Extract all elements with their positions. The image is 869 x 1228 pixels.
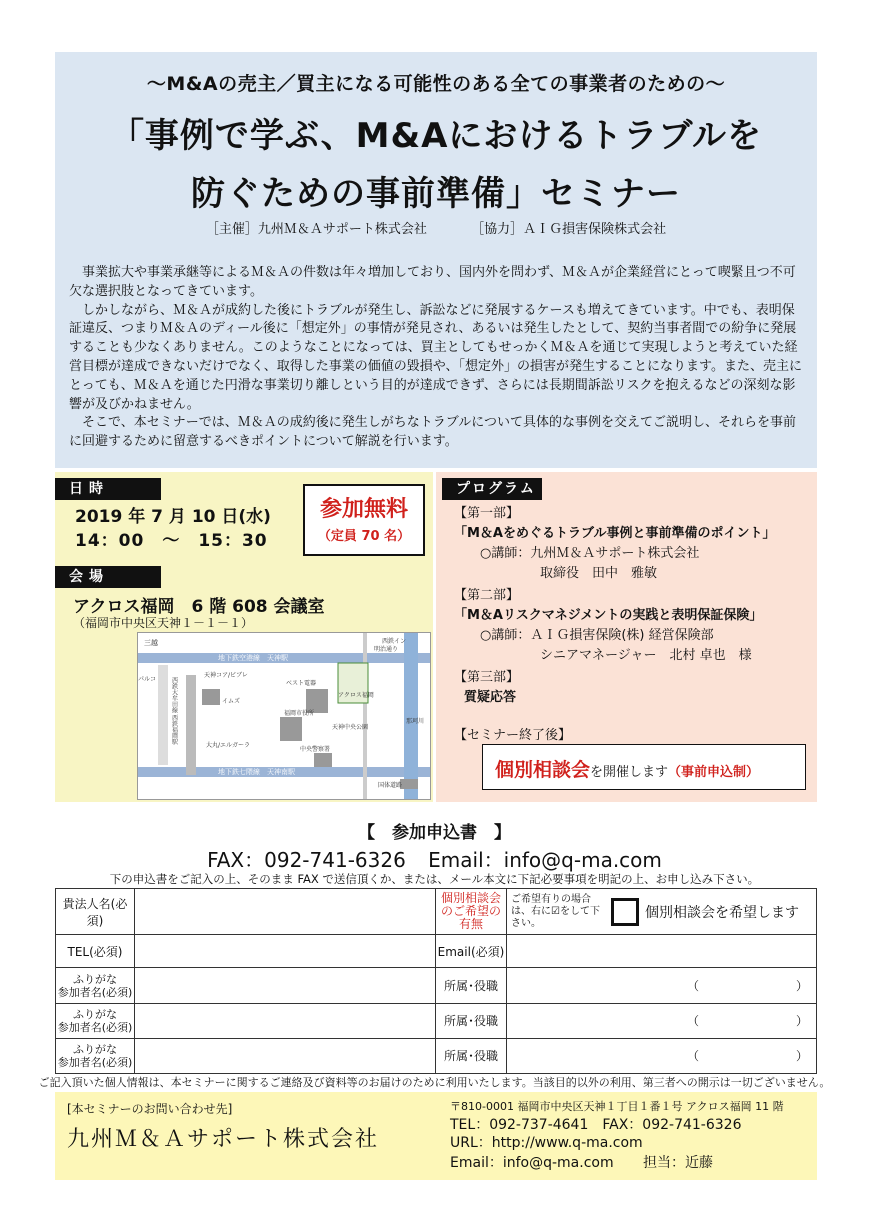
program-section [436,472,817,802]
furigana-label: ふりがな [73,972,117,986]
subtitle: ～M&Aの売主／買主になる可能性のある全ての事業者のための～ [146,73,726,95]
email-label: Email(必須) [436,935,507,968]
consult-suffix: を開催します [590,765,669,780]
map-label: 中央警察署 [300,746,331,753]
program-label: プログラム [442,478,542,500]
tel-field[interactable] [135,935,436,968]
participant-label: 参加者名(必須) [57,1055,133,1069]
inquiry-label: [本セミナーのお問い合わせ先] [67,1102,233,1116]
map-label: 福岡市役所 [284,710,315,717]
instructions: 下の申込書をご記入の上、そのまま FAX で送信頂くか、または、メール本文に下記必要事項を明記の上、お申し込み下さい。 [109,872,760,886]
dept-label: 所属･役職 [436,1003,507,1038]
paragraph: しかしながら、Ｍ＆Ａが成約した後にトラブルが発生し、訴訟などに発展するケースも増えてきています。中でも、表明保証違反、つまりＭ＆Ａのディール後に「想定外」の事情が発見され、あるいは発生したとして、契約当事者間での紛争に発展することも少なくありません。このようなことになっては、買主としてもせっかくＭ＆Ａを通じて実現しようと考えていた経営目標が達成できないだけでなく、取得した事業の価値の毀損や、「想定外」の損害が発生することになります。また、売主にとっても、Ｍ＆Ａを通じた円滑な事業切り離しという目的が達成できず、さらには長期間訴訟リスクを抱えるなどの深刻な影響が及びかねません。 [69,302,802,412]
map-label: 国体道路 [378,782,403,789]
part3-label: 【第三部】 [454,670,520,685]
consult-option-cell [507,889,817,935]
paren-close: ） [795,1049,808,1064]
dept-label: 所属･役職 [436,1038,507,1073]
part2-speaker: ○講師：ＡＩＧ損害保険(株) 経営保険部 [480,628,714,643]
map-label: 地下鉄空港線 天神駅 [218,654,288,662]
tel-label: TEL(必須) [56,935,135,968]
part1-speaker: ○講師：九州Ｍ＆Ａサポート株式会社 [480,546,700,561]
free-badge [303,484,425,556]
consult-option: 個別相談会を希望します [645,904,799,921]
paragraph: そこで、本セミナーでは、Ｍ＆Ａの成約後に発生しがちなトラブルについて具体的な事例を交えてご説明し、それらを事前に回避するために留意するべきポイントについて解説を行います。 [69,415,796,450]
venue-label: 会場 [55,566,161,588]
map-label: アクロス福岡 [338,692,374,699]
title-line2: 防ぐための事前準備」セミナー [191,174,681,214]
participant-label-cell [56,1003,135,1038]
participant-field[interactable] [135,968,436,1003]
consult-title: 個別相談会 [495,759,591,781]
participant-field[interactable] [135,1038,436,1073]
map-label: 明治通り [374,646,399,653]
part2-label: 【第二部】 [454,588,520,603]
map-label: パルコ [138,676,157,683]
cooperation: ［協力］ＡＩＧ損害保険株式会社 [471,222,667,237]
map-label: 大丸/エルガーラ [206,742,251,749]
dept-field[interactable] [507,1003,817,1038]
paren-open: （ [687,979,700,994]
footer-address: 〒810-0001 福岡市中央区天神１丁目１番１号 アクロス福岡 11 階 [450,1100,784,1113]
map-label: イムズ [222,698,241,705]
free-text: 参加無料 [319,497,408,522]
map-label: 天神中央公園 [332,724,369,731]
footer-email[interactable]: Email：info@q-ma.com [450,1155,614,1171]
part2-speaker-name: シニアマネージャー 北村 卓也 様 [540,648,752,663]
application-title: 【 参加申込書 】 [358,823,511,843]
map-label: 天神コア/ビブレ [204,672,248,679]
venue-map [137,632,431,800]
organizer-line [55,218,817,237]
part1-speaker-name: 取締役 田中 雅敏 [540,566,658,581]
title-line1: 「事例で学ぶ、M&Aにおけるトラブルを [109,116,763,156]
furigana-label: ふりがな [73,1042,117,1056]
consult-box [482,744,806,790]
fax-number: FAX：092-741-6326 [207,848,406,872]
dept-field[interactable] [507,1038,817,1073]
date-label: 日時 [55,478,161,500]
date: 2019 年 7 月 10 日(水) [75,507,271,527]
dept-label: 所属･役職 [436,968,507,1003]
time: 14：00 ～ 15：30 [75,531,268,551]
intro-text [69,264,807,452]
privacy-notice: ご記入頂いた個人情報は、本セミナーに関するご連絡及び資料等のお届けのために利用いたします。当該目的以外の利用、第三者への開示は一切ございません。 [38,1076,831,1089]
consult-note: （事前申込制） [668,765,760,780]
dept-field[interactable] [507,968,817,1003]
participant-label: 参加者名(必須) [57,1020,133,1034]
consult-text [495,755,759,782]
schedule-venue-section [55,472,433,802]
organizer: ［主催］九州Ｍ＆Ａサポート株式会社 [205,222,427,237]
venue-address: （福岡市中央区天神１－１－１） [73,616,254,630]
contact-line [0,844,869,873]
paren-close: ） [795,979,808,994]
part3-title: 質疑応答 [464,690,517,705]
part1-title: 「M＆Aをめぐるトラブル事例と事前準備のポイント」 [454,526,776,541]
map-label: ベスト電器 [286,680,317,687]
participant-label: 参加者名(必須) [57,985,133,999]
paren-close: ） [795,1014,808,1029]
capacity-text: （定員 70 名） [317,529,411,544]
footer-tel: TEL：092-737-4641 FAX：092-741-6326 [450,1117,742,1133]
map-graphic [138,633,430,799]
map-label: 西鉄大牟田線 西鉄福岡駅 [170,677,178,745]
consult-question: 個別相談会のご希望の有無 [436,889,507,935]
company-name: 九州Ｍ＆Ａサポート株式会社 [67,1127,380,1152]
furigana-label: ふりがな [73,1007,117,1021]
map-label: 地下鉄七隈線 天神南駅 [218,768,295,776]
map-label: 西鉄イン [382,638,407,645]
participant-label-cell [56,1038,135,1073]
footer [55,1092,817,1180]
company-field[interactable] [135,889,436,935]
email-field[interactable] [507,935,817,968]
email-address: Email：info@q-ma.com [428,848,662,872]
paren-open: （ [687,1014,700,1029]
header-section [55,52,817,468]
after-label: 【セミナー終了後】 [454,728,572,743]
footer-url[interactable]: URL：http://www.q-ma.com [450,1135,643,1151]
venue-name: アクロス福岡 6 階 608 会議室 [73,597,325,617]
paragraph: 事業拡大や事業承継等によるＭ＆Ａの件数は年々増加しており、国内外を問わず、Ｍ＆Ａが企業経営にとって喫緊且つ不可欠な選択肢となってきています。 [69,265,796,299]
map-label: 那珂川 [406,718,425,725]
participant-label-cell [56,968,135,1003]
map-label: 三越 [144,639,158,647]
participant-field[interactable] [135,1003,436,1038]
part1-label: 【第一部】 [454,506,520,521]
paren-open: （ [687,1049,700,1064]
consult-hint: ご希望有りの場合は、右に☑をして下さい。 [511,893,600,929]
application-form [55,888,817,1074]
footer-contact: 担当：近藤 [643,1155,713,1171]
part2-title: 「M＆Aリスクマネジメントの実践と表明保証保険」 [454,608,763,623]
consult-checkbox[interactable] [611,898,639,926]
company-label: 貴法人名(必須) [56,889,135,935]
